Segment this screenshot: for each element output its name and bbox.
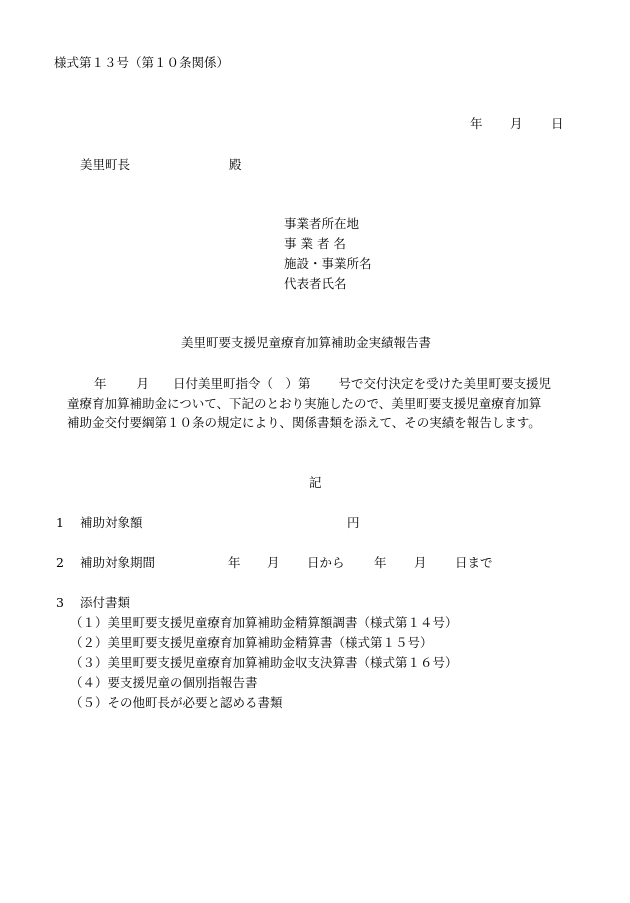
addressee-honorific: 殿 [229, 157, 242, 172]
representative-name-label: 代表者氏名 [284, 276, 347, 291]
body-line-1 [94, 378, 551, 391]
applicant-address-label: 事業者所在地 [284, 216, 360, 231]
form-number: 様式第１３号（第１０条関係） [54, 55, 230, 70]
body-end: 号で交付決定を受けた美里町要支援児 [338, 376, 552, 391]
period-from-year: 年 [228, 555, 241, 570]
body-mid: 日付美里町指令（ ）第 [173, 376, 311, 391]
period-to-year: 年 [374, 555, 387, 570]
body-line-3: 補助金交付要綱第１０条の規定により、関係書類を添えて、その実績を報告します。 [67, 415, 541, 430]
attachment-item: （１）美里町要支援児童療育加算補助金精算額調書（様式第１４号） [70, 615, 458, 630]
date-year-label: 年 [470, 116, 483, 131]
attachment-item: （５）その他町長が必要と認める書類 [70, 695, 283, 710]
facility-name-label: 施設・事業所名 [284, 256, 372, 271]
document-title: 美里町要支援児童療育加算補助金実績報告書 [181, 335, 432, 350]
item-1-unit: 円 [347, 515, 360, 530]
period-from-day: 日から [307, 555, 345, 570]
body-year: 年 [94, 376, 107, 391]
item-2-label: 補助対象期間 [80, 555, 156, 570]
attachment-item: （４）要支援児童の個別指報告書 [70, 675, 258, 690]
item-2-number: 2 [56, 555, 64, 570]
addressee-name: 美里町長 [80, 157, 131, 172]
date-month-label: 月 [510, 116, 523, 131]
item-3-label: 添付書類 [80, 595, 131, 610]
attachment-item: （３）美里町要支援児童療育加算補助金収支決算書（様式第１６号） [70, 655, 458, 670]
period-to-day: 日まで [455, 555, 493, 570]
period-to-month: 月 [414, 555, 427, 570]
period-from-month: 月 [267, 555, 280, 570]
item-1-number: 1 [56, 515, 64, 530]
attachment-item: （２）美里町要支援児童療育加算補助金精算書（様式第１５号） [70, 635, 433, 650]
item-3-number: 3 [56, 595, 64, 610]
body-line-2: 童療育加算補助金について、下記のとおり実施したので、美里町要支援児童療育加算 [67, 396, 542, 411]
applicant-name-label: 事 業 者 名 [284, 236, 346, 251]
date-day-label: 日 [551, 116, 564, 131]
item-1-label: 補助対象額 [80, 515, 143, 530]
body-month: 月 [136, 376, 150, 391]
ki-heading: 記 [309, 475, 322, 490]
